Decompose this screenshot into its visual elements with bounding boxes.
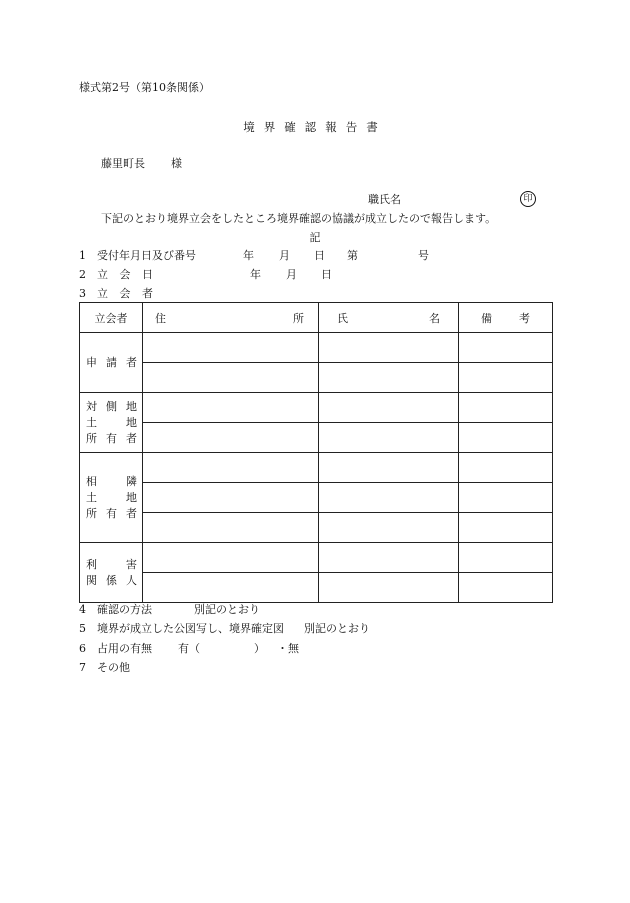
item-1-go: 号: [418, 249, 429, 262]
item-4: [79, 603, 260, 616]
cell-remarks[interactable]: [459, 393, 553, 423]
group-adjacent-owner: 相 隣 土 地 所 有 者: [80, 453, 143, 543]
item-6-no: ・無: [277, 642, 299, 655]
table-row: [80, 363, 553, 393]
cell-address[interactable]: [143, 393, 319, 423]
cell-name[interactable]: [319, 573, 459, 603]
item-3-number: 3: [79, 287, 86, 300]
item-6-label: 占用の有無: [97, 642, 152, 655]
cell-address[interactable]: [143, 363, 319, 393]
signer-label: 職氏名: [368, 193, 401, 206]
table-row: [80, 423, 553, 453]
table-row: [80, 453, 553, 483]
table-row: [80, 483, 553, 513]
ki-heading: 記: [309, 231, 321, 244]
item-1-month: 月: [279, 249, 290, 262]
cell-remarks[interactable]: [459, 453, 553, 483]
table-row: [80, 513, 553, 543]
cell-name[interactable]: [319, 453, 459, 483]
item-1: [79, 249, 429, 262]
item-5: [79, 622, 370, 635]
cell-name[interactable]: [319, 363, 459, 393]
cell-name[interactable]: [319, 483, 459, 513]
item-7: [79, 661, 130, 674]
item-1-number: 1: [79, 249, 86, 262]
item-4-number: 4: [79, 603, 86, 616]
addressee: [101, 157, 182, 170]
cell-address[interactable]: [143, 423, 319, 453]
item-6-close: ）: [254, 642, 265, 655]
cell-name[interactable]: [319, 333, 459, 363]
group-opposite-owner: 対 側 地 土 地 所 有 者: [80, 393, 143, 453]
item-1-label: 受付年月日及び番号: [97, 249, 196, 262]
document-title: 境界確認報告書: [243, 120, 387, 134]
cell-name[interactable]: [319, 393, 459, 423]
item-2: [79, 268, 332, 281]
item-5-value: 別記のとおり: [304, 622, 370, 635]
table-row: [80, 393, 553, 423]
item-1-year: 年: [243, 249, 254, 262]
header-name: 氏 名: [319, 303, 459, 333]
item-2-year: 年: [250, 268, 261, 281]
cell-address[interactable]: [143, 543, 319, 573]
cell-address[interactable]: [143, 453, 319, 483]
item-3-label: 立 会 者: [97, 287, 157, 300]
header-remarks: 備 考: [459, 303, 553, 333]
header-attendee: 立会者: [80, 303, 143, 333]
cell-address[interactable]: [143, 513, 319, 543]
seal-mark: 印: [520, 191, 536, 207]
cell-remarks[interactable]: [459, 513, 553, 543]
item-2-number: 2: [79, 268, 86, 281]
item-2-month: 月: [286, 268, 297, 281]
item-6-yes: 有（: [178, 642, 200, 655]
cell-address[interactable]: [143, 333, 319, 363]
item-1-day: 日: [314, 249, 325, 262]
table-row: [80, 573, 553, 603]
cell-name[interactable]: [319, 423, 459, 453]
item-4-value: 別記のとおり: [194, 603, 260, 616]
addressee-name: 藤里町長: [101, 157, 145, 170]
item-5-number: 5: [79, 622, 86, 635]
form-number: 様式第2号（第10条関係）: [79, 81, 210, 94]
item-2-label: 立 会 日: [97, 268, 157, 281]
cell-remarks[interactable]: [459, 363, 553, 393]
item-6: [79, 642, 299, 655]
cell-remarks[interactable]: [459, 423, 553, 453]
cell-address[interactable]: [143, 483, 319, 513]
group-applicant: 申 請 者: [80, 333, 143, 393]
attendee-table: [79, 302, 553, 603]
item-5-label: 境界が成立した公図写し、境界確定図: [97, 622, 284, 635]
group-interested-parties: 利 害 関 係 人: [80, 543, 143, 603]
header-address: 住 所: [143, 303, 319, 333]
cell-name[interactable]: [319, 513, 459, 543]
item-4-label: 確認の方法: [97, 603, 152, 616]
table-header-row: [80, 303, 553, 333]
cell-address[interactable]: [143, 573, 319, 603]
item-7-number: 7: [79, 661, 86, 674]
item-2-day: 日: [321, 268, 332, 281]
cell-remarks[interactable]: [459, 483, 553, 513]
item-7-label: その他: [97, 661, 130, 674]
cell-remarks[interactable]: [459, 333, 553, 363]
table-row: [80, 543, 553, 573]
cell-remarks[interactable]: [459, 573, 553, 603]
item-6-number: 6: [79, 642, 86, 655]
intro-text: 下記のとおり境界立会をしたところ境界確認の協議が成立したので報告します。: [101, 212, 497, 225]
cell-name[interactable]: [319, 543, 459, 573]
item-1-dai: 第: [347, 249, 358, 262]
table-row: [80, 333, 553, 363]
addressee-honorific: 様: [171, 157, 182, 170]
cell-remarks[interactable]: [459, 543, 553, 573]
item-3: [79, 287, 157, 300]
